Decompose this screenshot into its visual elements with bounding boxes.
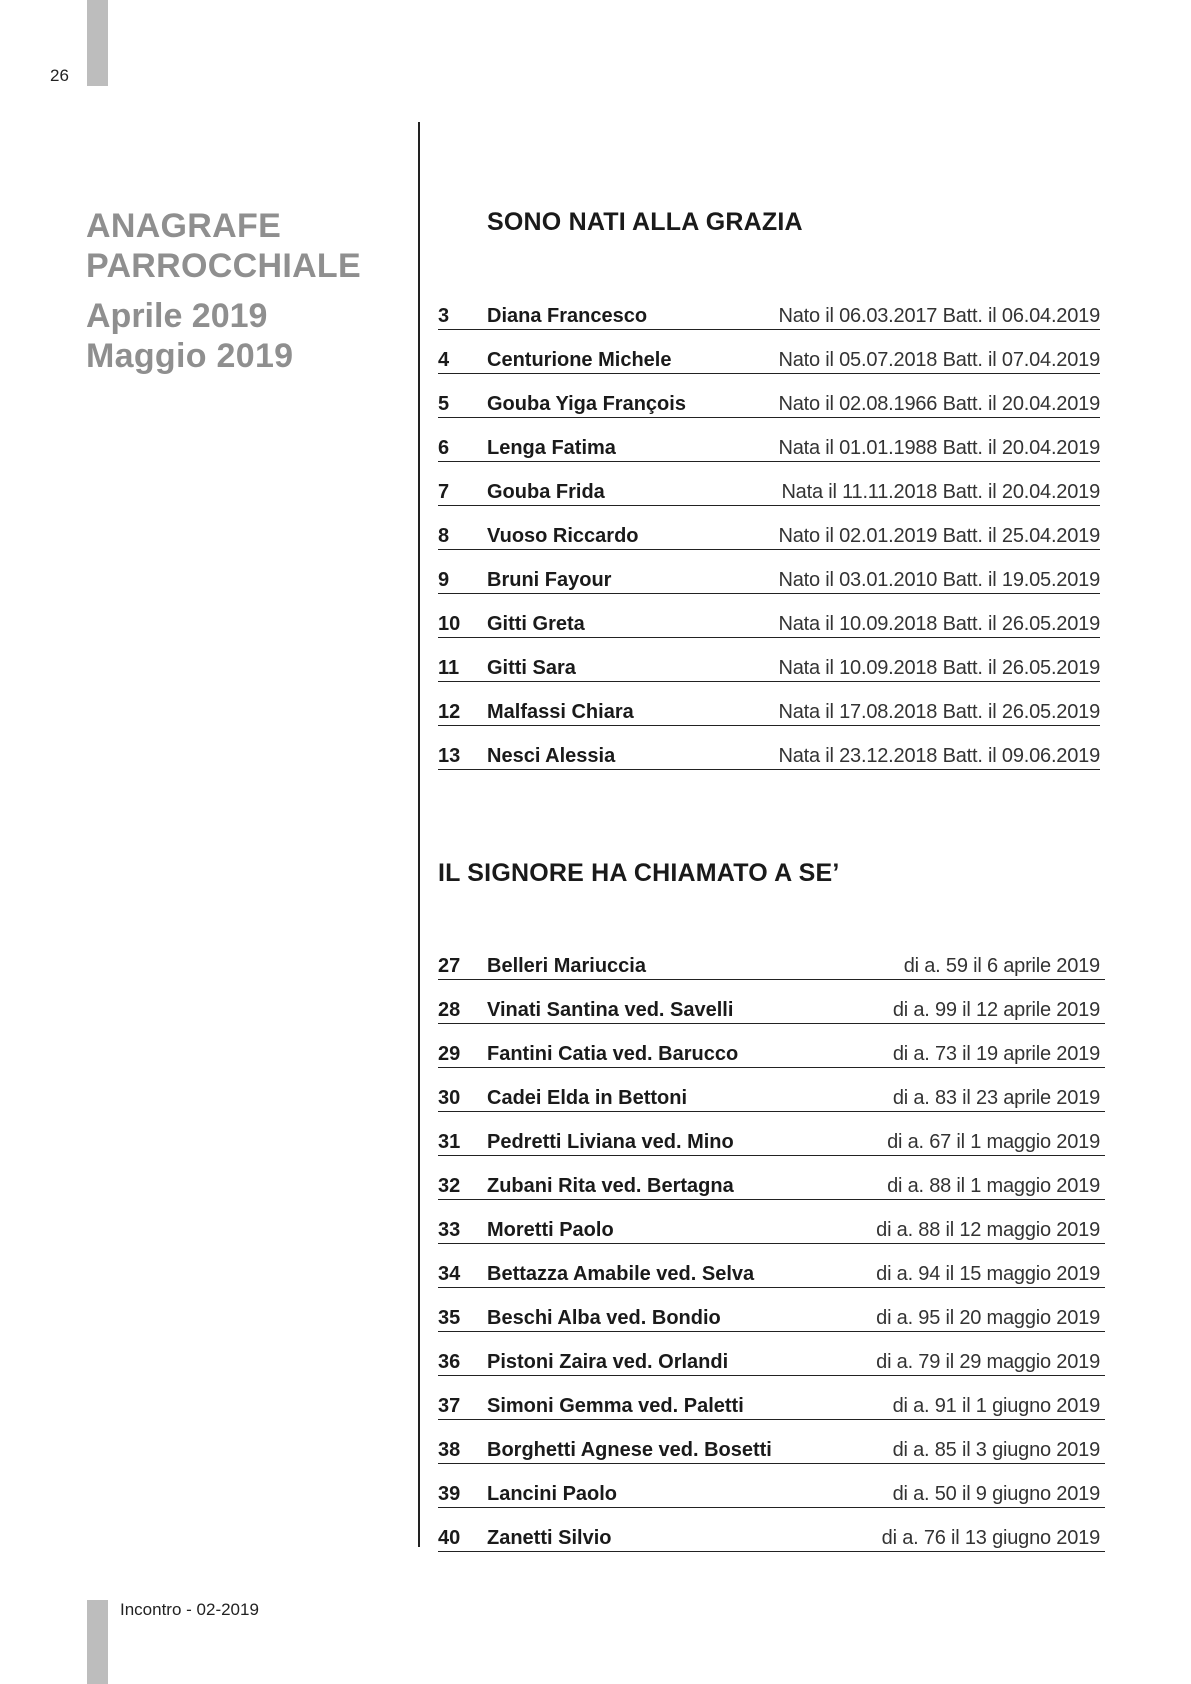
entry-name: Malfassi Chiara bbox=[487, 701, 634, 723]
list-item bbox=[438, 1156, 1100, 1200]
side-title-block bbox=[86, 206, 406, 376]
entry-name: Gouba Yiga François bbox=[487, 393, 686, 415]
top-margin-bar bbox=[87, 0, 108, 86]
entry-info: di a. 73 il 19 aprile 2019 bbox=[892, 1043, 1100, 1065]
entry-number: 32 bbox=[438, 1175, 461, 1197]
entry-number: 39 bbox=[438, 1483, 461, 1505]
bottom-margin-bar bbox=[87, 1600, 108, 1684]
list-item bbox=[438, 462, 1100, 506]
entry-info: Nata il 10.09.2018 Batt. il 26.05.2019 bbox=[778, 613, 1100, 635]
list-item bbox=[438, 1112, 1100, 1156]
entry-info: Nato il 06.03.2017 Batt. il 06.04.2019 bbox=[778, 305, 1100, 327]
entry-number: 29 bbox=[438, 1043, 461, 1065]
births-heading: SONO NATI ALLA GRAZIA bbox=[487, 208, 803, 236]
entry-name: Gitti Sara bbox=[487, 657, 576, 679]
list-item bbox=[438, 330, 1100, 374]
entry-info: Nata il 11.11.2018 Batt. il 20.04.2019 bbox=[781, 481, 1100, 503]
list-item bbox=[438, 594, 1100, 638]
entry-info: di a. 67 il 1 maggio 2019 bbox=[887, 1131, 1100, 1153]
page-number: 26 bbox=[50, 66, 69, 85]
list-item bbox=[438, 1420, 1100, 1464]
list-item bbox=[438, 726, 1100, 770]
entry-info: di a. 50 il 9 giugno 2019 bbox=[892, 1483, 1100, 1505]
list-item bbox=[438, 1288, 1100, 1332]
list-item bbox=[438, 1068, 1100, 1112]
row-underline bbox=[438, 769, 1100, 770]
entry-info: di a. 88 il 1 maggio 2019 bbox=[887, 1175, 1100, 1197]
list-item bbox=[438, 418, 1100, 462]
entry-name: Lancini Paolo bbox=[487, 1483, 618, 1505]
entry-info: Nata il 10.09.2018 Batt. il 26.05.2019 bbox=[778, 657, 1100, 679]
entry-info: di a. 99 il 12 aprile 2019 bbox=[892, 999, 1100, 1021]
deaths-list bbox=[438, 936, 1100, 1552]
deaths-heading: IL SIGNORE HA CHIAMATO A SE’ bbox=[438, 859, 840, 887]
entry-number: 35 bbox=[438, 1307, 461, 1329]
entry-info: Nato il 02.08.1966 Batt. il 20.04.2019 bbox=[778, 393, 1100, 415]
entry-name: Cadei Elda in Bettoni bbox=[487, 1087, 688, 1109]
entry-info: di a. 85 il 3 giugno 2019 bbox=[892, 1439, 1100, 1461]
entry-number: 7 bbox=[438, 481, 450, 503]
entry-name: Fantini Catia ved. Barucco bbox=[487, 1043, 739, 1065]
entry-name: Zanetti Silvio bbox=[487, 1527, 612, 1549]
entry-name: Bettazza Amabile ved. Selva bbox=[487, 1263, 755, 1285]
list-item bbox=[438, 1200, 1100, 1244]
entry-number: 10 bbox=[438, 613, 461, 635]
entry-number: 30 bbox=[438, 1087, 461, 1109]
entry-name: Moretti Paolo bbox=[487, 1219, 614, 1241]
entry-number: 12 bbox=[438, 701, 461, 723]
entry-number: 4 bbox=[438, 349, 450, 371]
entry-info: di a. 83 il 23 aprile 2019 bbox=[892, 1087, 1100, 1109]
list-item bbox=[438, 1244, 1100, 1288]
entry-name: Pedretti Liviana ved. Mino bbox=[487, 1131, 734, 1153]
entry-name: Borghetti Agnese ved. Bosetti bbox=[487, 1439, 772, 1461]
entry-info: di a. 76 il 13 giugno 2019 bbox=[881, 1527, 1100, 1549]
list-item bbox=[438, 1376, 1100, 1420]
entry-name: Belleri Mariuccia bbox=[487, 955, 646, 977]
entry-name: Vuoso Riccardo bbox=[487, 525, 639, 547]
title-line-1: ANAGRAFE bbox=[86, 207, 282, 245]
list-item bbox=[438, 374, 1100, 418]
entry-number: 36 bbox=[438, 1351, 461, 1373]
entry-info: di a. 95 il 20 maggio 2019 bbox=[876, 1307, 1100, 1329]
entry-number: 9 bbox=[438, 569, 450, 591]
list-item bbox=[438, 638, 1100, 682]
entry-number: 40 bbox=[438, 1527, 461, 1549]
births-list bbox=[438, 286, 1100, 770]
entry-info: di a. 88 il 12 maggio 2019 bbox=[876, 1219, 1100, 1241]
entry-number: 8 bbox=[438, 525, 450, 547]
list-item bbox=[438, 936, 1100, 980]
entry-info: Nata il 23.12.2018 Batt. il 09.06.2019 bbox=[778, 745, 1100, 767]
entry-name: Zubani Rita ved. Bertagna bbox=[487, 1175, 734, 1197]
entry-number: 34 bbox=[438, 1263, 461, 1285]
entry-number: 3 bbox=[438, 305, 450, 327]
entry-number: 38 bbox=[438, 1439, 461, 1461]
list-item bbox=[438, 286, 1100, 330]
entry-number: 11 bbox=[438, 657, 460, 679]
list-item bbox=[438, 1508, 1100, 1552]
list-item bbox=[438, 682, 1100, 726]
entry-name: Lenga Fatima bbox=[487, 437, 616, 459]
entry-name: Gitti Greta bbox=[487, 613, 585, 635]
footer-text: Incontro - 02-2019 bbox=[120, 1600, 259, 1619]
entry-number: 5 bbox=[438, 393, 450, 415]
title-line-2: PARROCCHIALE bbox=[86, 247, 361, 285]
row-underline bbox=[438, 1551, 1105, 1552]
entry-info: di a. 94 il 15 maggio 2019 bbox=[876, 1263, 1100, 1285]
entry-number: 6 bbox=[438, 437, 450, 459]
entry-name: Simoni Gemma ved. Paletti bbox=[487, 1395, 744, 1417]
entry-name: Beschi Alba ved. Bondio bbox=[487, 1307, 721, 1329]
vertical-divider bbox=[418, 122, 420, 1547]
entry-number: 31 bbox=[438, 1131, 461, 1153]
list-item bbox=[438, 1332, 1100, 1376]
entry-number: 37 bbox=[438, 1395, 461, 1417]
list-item bbox=[438, 1024, 1100, 1068]
list-item bbox=[438, 506, 1100, 550]
entry-info: di a. 79 il 29 maggio 2019 bbox=[876, 1351, 1100, 1373]
entry-info: Nato il 05.07.2018 Batt. il 07.04.2019 bbox=[778, 349, 1100, 371]
entry-name: Bruni Fayour bbox=[487, 569, 612, 591]
entry-info: Nato il 02.01.2019 Batt. il 25.04.2019 bbox=[778, 525, 1100, 547]
list-item bbox=[438, 550, 1100, 594]
entry-info: Nato il 03.01.2010 Batt. il 19.05.2019 bbox=[778, 569, 1100, 591]
entry-name: Gouba Frida bbox=[487, 481, 605, 503]
entry-name: Centurione Michele bbox=[487, 349, 672, 371]
entry-name: Diana Francesco bbox=[487, 305, 648, 327]
entry-name: Pistoni Zaira ved. Orlandi bbox=[487, 1351, 729, 1373]
date-line-2: Maggio 2019 bbox=[86, 337, 294, 375]
entry-name: Vinati Santina ved. Savelli bbox=[487, 999, 734, 1021]
list-item bbox=[438, 1464, 1100, 1508]
entry-number: 27 bbox=[438, 955, 461, 977]
list-item bbox=[438, 980, 1100, 1024]
date-line-1: Aprile 2019 bbox=[86, 297, 268, 335]
entry-info: di a. 91 il 1 giugno 2019 bbox=[892, 1395, 1100, 1417]
entry-number: 33 bbox=[438, 1219, 461, 1241]
entry-number: 28 bbox=[438, 999, 461, 1021]
entry-info: Nata il 17.08.2018 Batt. il 26.05.2019 bbox=[778, 701, 1100, 723]
entry-info: Nata il 01.01.1988 Batt. il 20.04.2019 bbox=[778, 437, 1100, 459]
entry-number: 13 bbox=[438, 745, 461, 767]
entry-name: Nesci Alessia bbox=[487, 745, 616, 767]
entry-info: di a. 59 il 6 aprile 2019 bbox=[903, 955, 1100, 977]
